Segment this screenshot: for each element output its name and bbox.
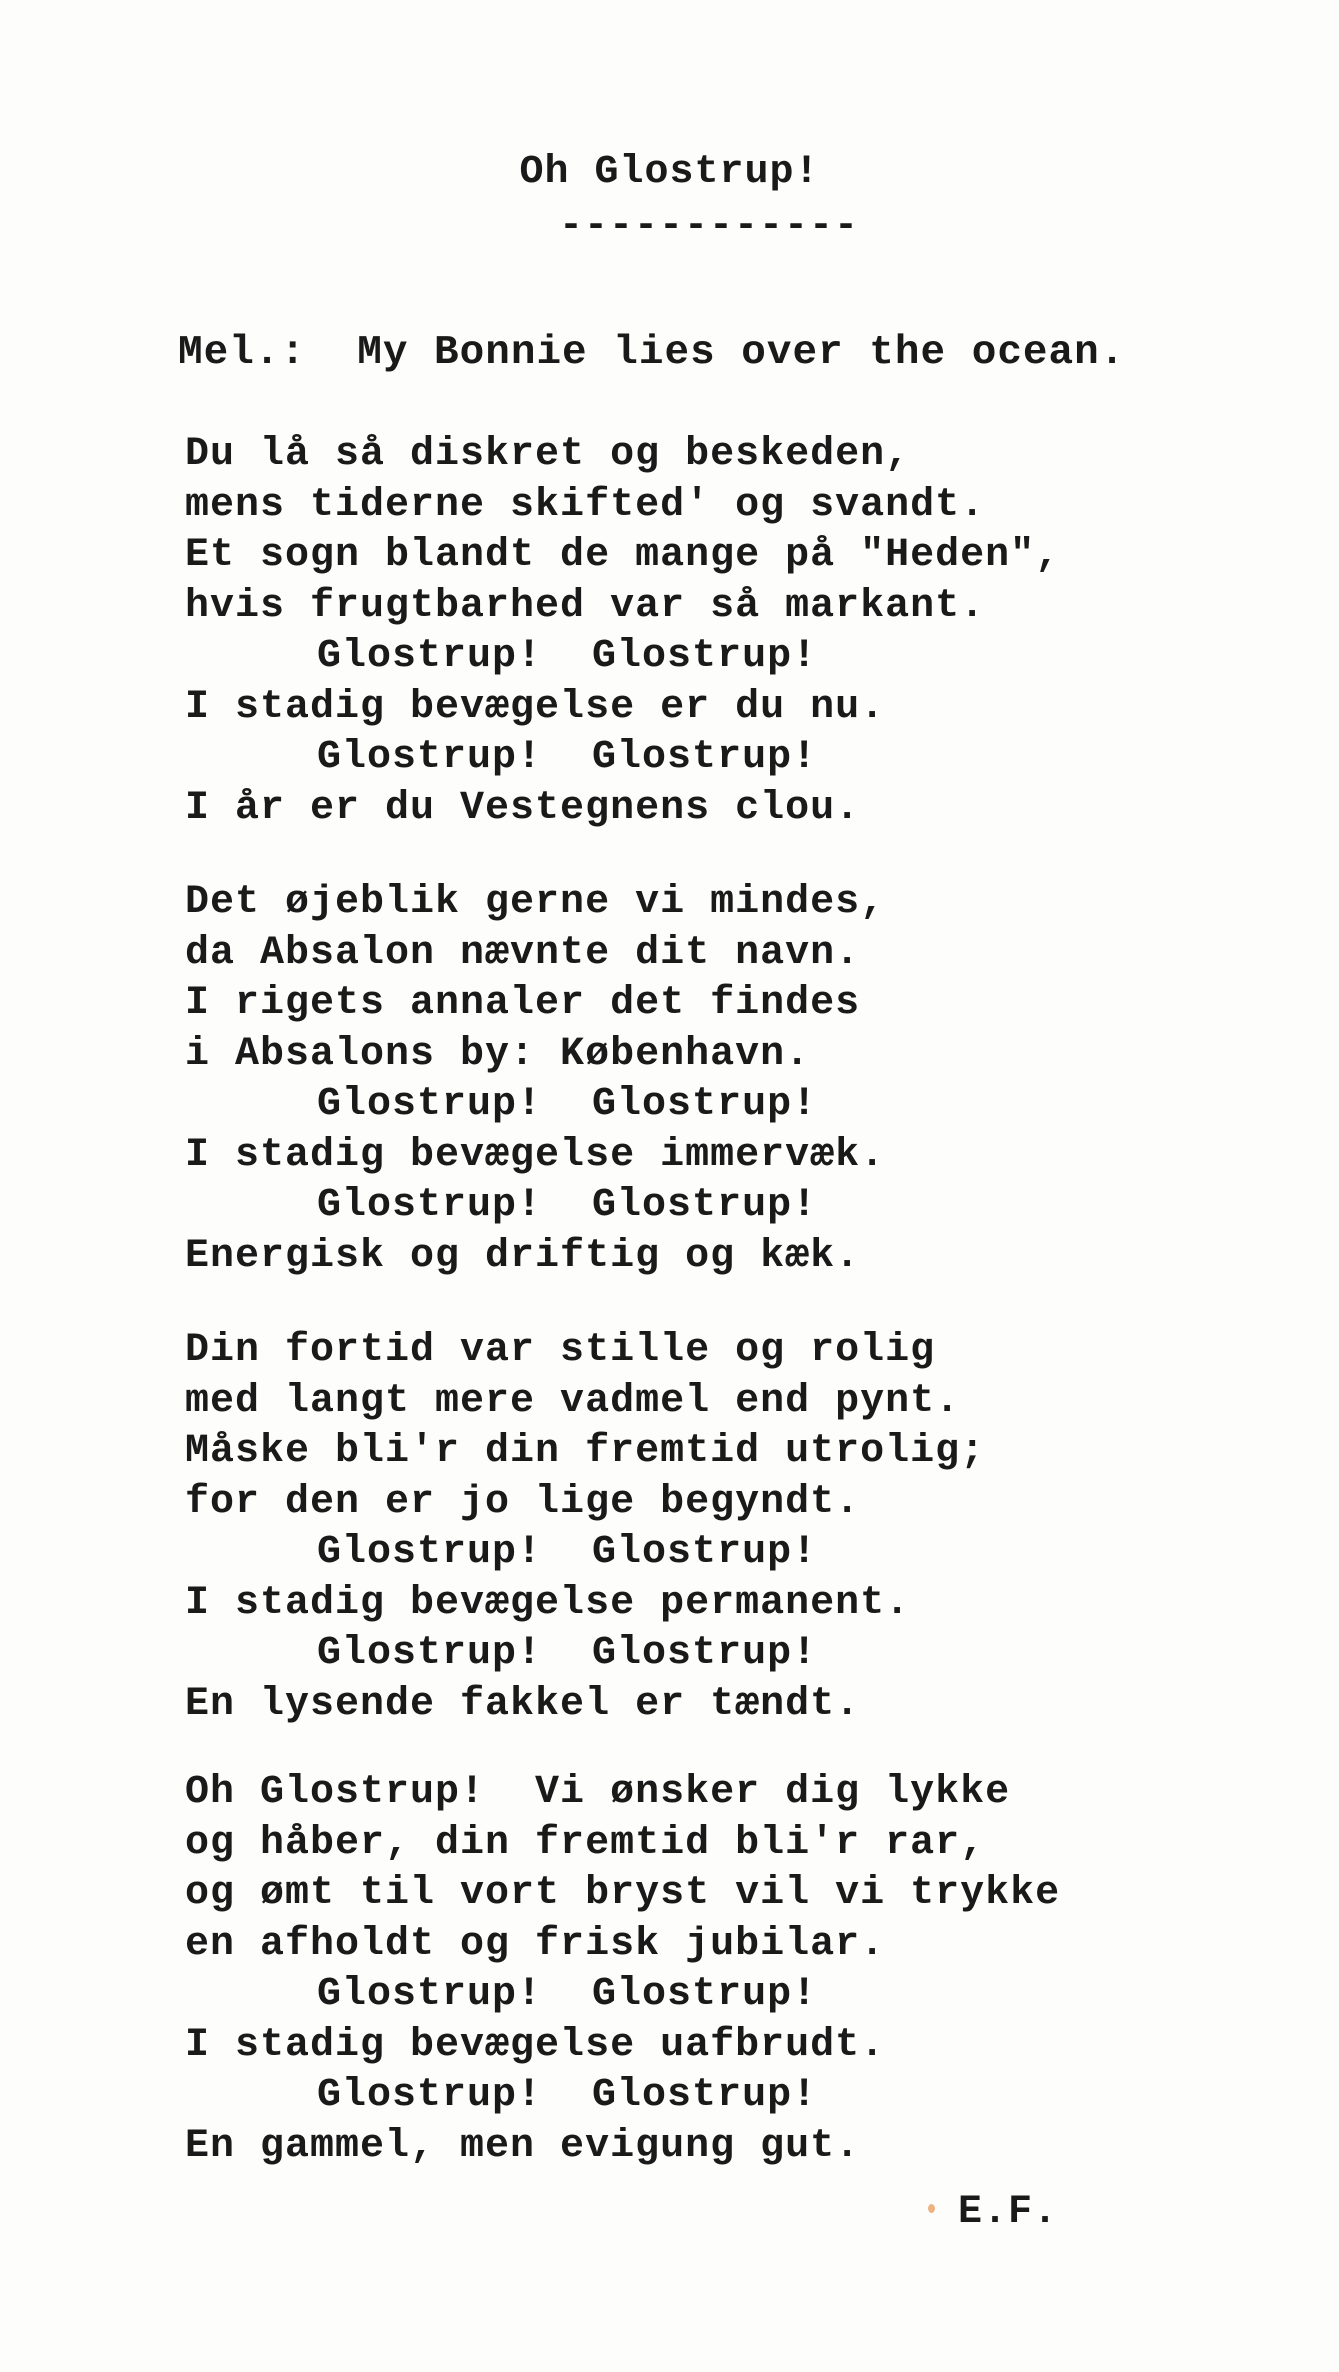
ink-smudge xyxy=(928,2204,935,2213)
verse-line: Du lå så diskret og beskeden, xyxy=(185,432,911,477)
verse-line: I stadig bevægelse permanent. xyxy=(185,1580,911,1626)
verse-line: i Absalons by: København. xyxy=(185,1031,811,1077)
verse-line: da Absalon nævnte dit navn. xyxy=(185,930,861,976)
verse-line: Energisk og driftig og kæk. xyxy=(185,1233,861,1279)
refrain-line: Glostrup! Glostrup! xyxy=(317,1082,818,1127)
verse-line: I rigets annaler det findes xyxy=(185,981,861,1026)
verse-line: med langt mere vadmel end pynt. xyxy=(185,1378,961,1424)
verse-line: I stadig bevægelse uafbrudt. xyxy=(185,2022,886,2068)
verse-line: og håber, din fremtid bli'r rar, xyxy=(185,1820,986,1866)
verse-line: Din fortid var stille og rolig xyxy=(185,1328,936,1373)
refrain-line: Glostrup! Glostrup! xyxy=(317,634,818,679)
verse-line: Oh Glostrup! Vi ønsker dig lykke xyxy=(185,1770,1011,1815)
refrain-line: Glostrup! Glostrup! xyxy=(317,1972,818,2017)
verse-line: Måske bli'r din fremtid utrolig; xyxy=(185,1429,986,1474)
refrain-line: Glostrup! Glostrup! xyxy=(317,1631,818,1676)
stanza-3 xyxy=(185,1326,985,1730)
verse-line: en afholdt og frisk jubilar. xyxy=(185,1921,886,1967)
song-title: Oh Glostrup! xyxy=(519,150,820,195)
verse-line: og ømt til vort bryst vil vi trykke xyxy=(185,1871,1061,1916)
verse-line: I stadig bevægelse immervæk. xyxy=(185,1132,886,1178)
verse-line: En lysende fakkel er tændt. xyxy=(185,1681,861,1727)
verse-line: I år er du Vestegnens clou. xyxy=(185,785,861,831)
melody-line: Mel.: My Bonnie lies over the ocean. xyxy=(178,330,1126,376)
verse-line: En gammel, men evigung gut. xyxy=(185,2123,861,2169)
verse-line: Det øjeblik gerne vi mindes, xyxy=(185,880,886,925)
refrain-line: Glostrup! Glostrup! xyxy=(317,1183,818,1228)
refrain-line: Glostrup! Glostrup! xyxy=(317,2073,818,2118)
refrain-line: Glostrup! Glostrup! xyxy=(317,735,818,780)
stanza-2 xyxy=(185,878,885,1282)
stanza-4 xyxy=(185,1768,1060,2172)
title-underline: ------------ xyxy=(558,204,860,249)
verse-line: mens tiderne skifted' og svandt. xyxy=(185,482,986,528)
verse-line: hvis frugtbarhed var så markant. xyxy=(185,583,986,629)
verse-line: Et sogn blandt de mange på "Heden", xyxy=(185,533,1061,578)
stanza-1 xyxy=(185,430,1060,834)
verse-line: for den er jo lige begyndt. xyxy=(185,1479,861,1525)
refrain-line: Glostrup! Glostrup! xyxy=(317,1530,818,1575)
author-signature: E.F. xyxy=(958,2190,1059,2235)
verse-line: I stadig bevægelse er du nu. xyxy=(185,684,886,730)
